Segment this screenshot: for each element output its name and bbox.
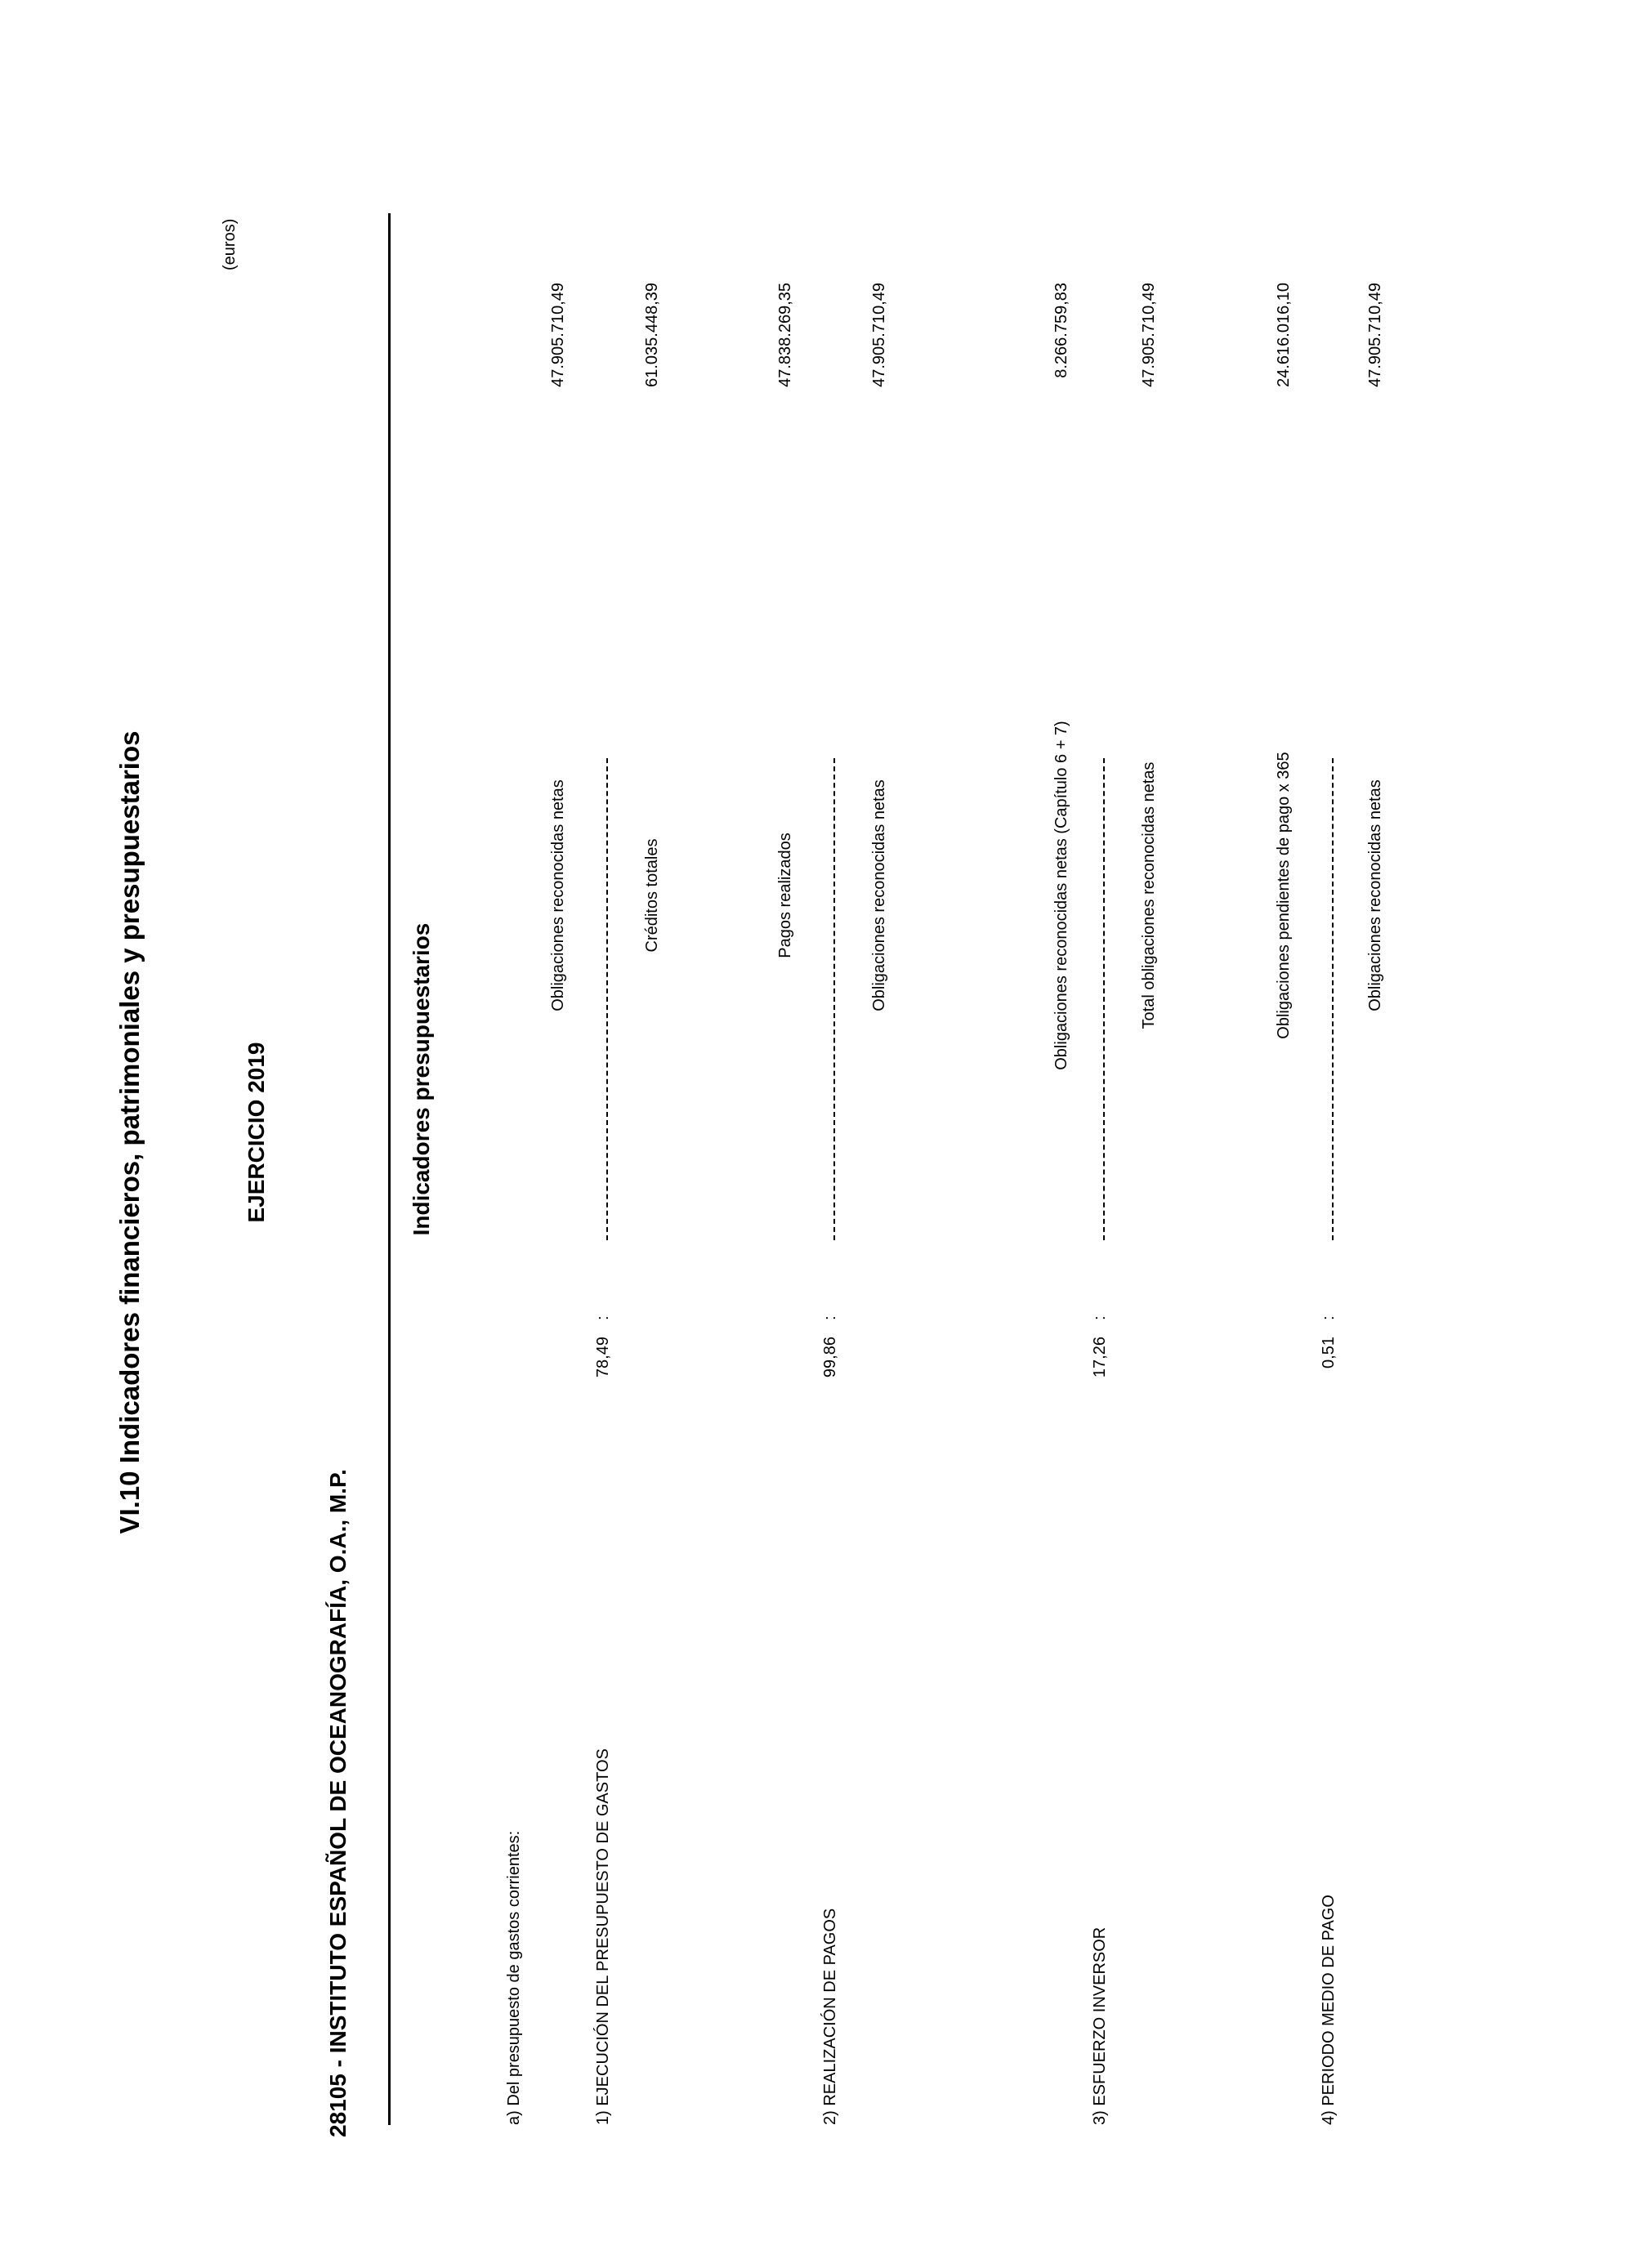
denominator-label: Obligaciones reconocidas netas (870, 779, 888, 1011)
numerator-value: 24.616.016,10 (1275, 283, 1293, 387)
fraction-divider (1332, 758, 1334, 1240)
header-rule (388, 213, 391, 2125)
numerator-label: Obligaciones pendientes de pago x 365 (1275, 752, 1293, 1039)
numerator-label: Obligaciones reconocidas netas (Capítulo 6 + 7) (1052, 721, 1070, 1070)
indicator-value: 78,49 (594, 1337, 612, 1378)
section-title: Indicadores presupuestarios (409, 922, 434, 1236)
numerator-label: Obligaciones reconocidas netas (549, 779, 567, 1011)
indicator-label: 4) PERIODO MEDIO DE PAGO (1320, 1895, 1338, 2125)
indicator-value: 99,86 (821, 1337, 839, 1378)
indicator-colon: : (594, 1315, 612, 1320)
indicator-colon: : (1320, 1315, 1338, 1320)
denominator-value: 47.905.710,49 (870, 283, 888, 387)
entity-title: 28105 - INSTITUTO ESPAÑOL DE OCEANOGRAFÍA, O.A., M.P. (325, 1469, 351, 2137)
indicator-value: 17,26 (1091, 1337, 1109, 1378)
units-label: (euros) (221, 218, 239, 270)
denominator-label: Obligaciones reconocidas netas (1366, 779, 1384, 1011)
numerator-value: 47.838.269,35 (776, 283, 794, 387)
main-title: VI.10 Indicadores financieros, patrimoniales y presupuestarios (114, 730, 145, 1534)
fraction-divider (1103, 758, 1105, 1240)
denominator-value: 47.905.710,49 (1140, 283, 1158, 387)
indicator-colon: : (1091, 1315, 1109, 1320)
indicator-value: 0,51 (1320, 1337, 1338, 1368)
numerator-label: Pagos realizados (776, 833, 794, 958)
numerator-value: 47.905.710,49 (549, 283, 567, 387)
indicator-label: 2) REALIZACIÓN DE PAGOS (821, 1908, 839, 2125)
denominator-label: Créditos totales (643, 838, 661, 953)
numerator-value: 8.266.759,83 (1052, 283, 1070, 378)
fraction-divider (833, 758, 835, 1240)
indicator-label: 3) ESFUERZO INVERSOR (1091, 1926, 1109, 2125)
indicator-colon: : (821, 1315, 839, 1320)
subheading: a) Del presupuesto de gastos corrientes: (505, 1830, 523, 2125)
exercise-title: EJERCICIO 2019 (244, 1042, 269, 1223)
fraction-divider (606, 758, 608, 1240)
denominator-value: 61.035.448,39 (643, 283, 661, 387)
denominator-label: Total obligaciones reconocidas netas (1140, 761, 1158, 1029)
denominator-value: 47.905.710,49 (1366, 283, 1384, 387)
indicator-label: 1) EJECUCIÓN DEL PRESUPUESTO DE GASTOS (594, 1748, 612, 2125)
